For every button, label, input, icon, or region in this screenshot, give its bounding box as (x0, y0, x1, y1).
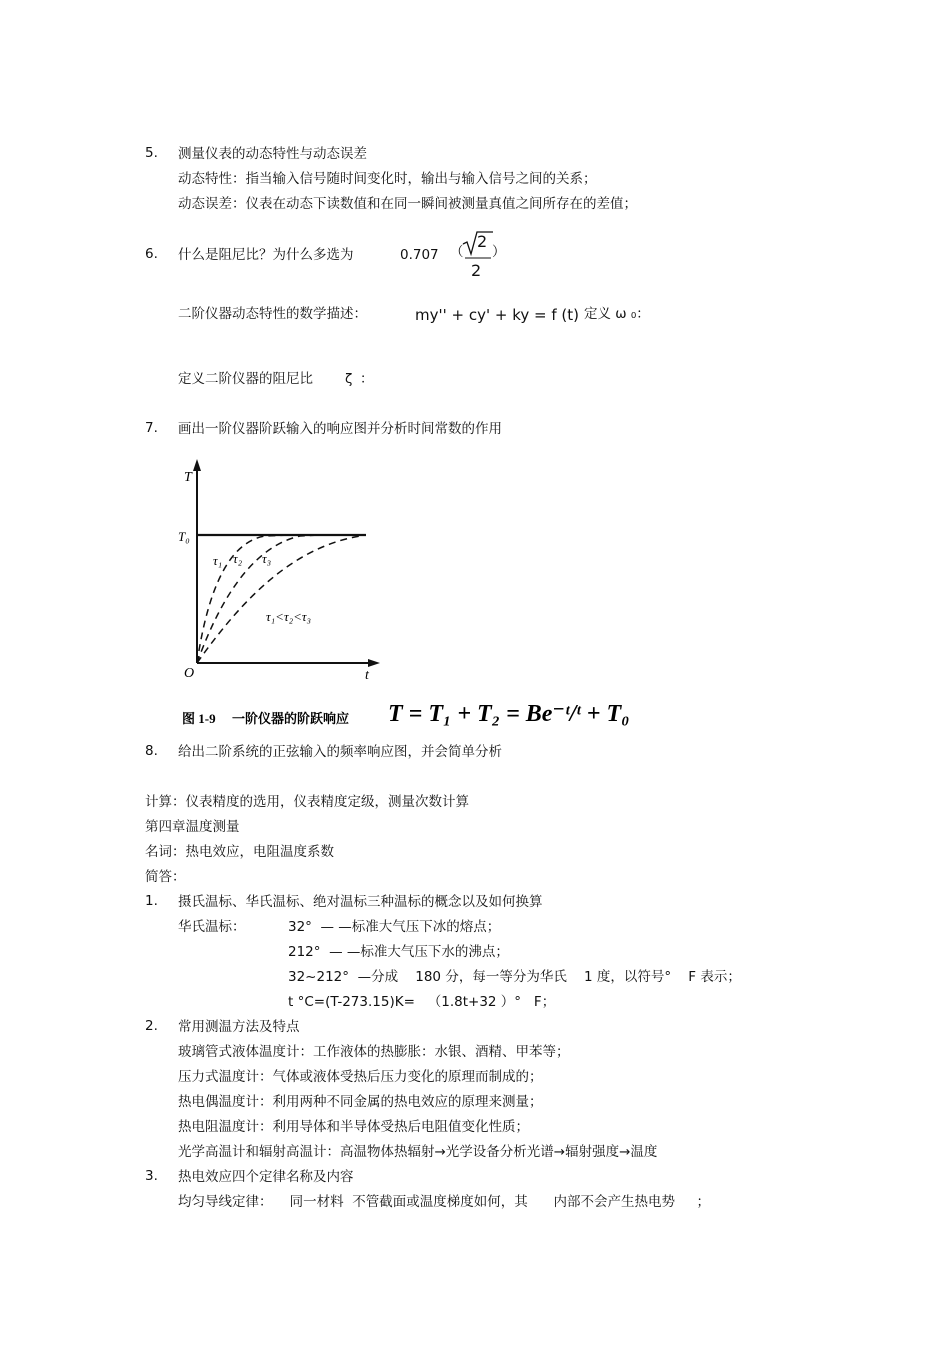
curve-label-tau1: τ₁ (213, 553, 223, 568)
fahrenheit-label: 华氏温标： (178, 919, 246, 935)
q6-equation: my'' + cy' + ky = f (t) (415, 306, 579, 324)
fahrenheit-row-3: 32~212° —分成 180 分，每一等分为华氏 1 度，以符号° F 表示； (288, 969, 741, 985)
s1-number: 1. (145, 893, 158, 909)
s1-title: 摄氏温标、华氏温标、绝对温标三种温标的概念以及如何换算 (178, 894, 543, 910)
s2-item-3: 热电偶温度计：利用两种不同金属的热电效应的原理来测量； (178, 1094, 543, 1110)
q6-title: 什么是阻尼比？为什么多选为 (178, 247, 354, 263)
curve-label-tau2: τ₂ (233, 551, 243, 566)
curve-tau1 (197, 535, 290, 663)
s2-item-2: 压力式温度计：气体或液体受热后压力变化的原理而制成的； (178, 1069, 543, 1085)
s2-item-1: 玻璃管式液体温度计：工作液体的热膨胀：水银、酒精、甲苯等； (178, 1044, 570, 1060)
fahrenheit-row-4: t °C=(T-273.15)K= （1.8t+32 ）° F； (288, 994, 556, 1010)
q7-number: 7. (145, 420, 158, 436)
q6-zeta-colon: ： (360, 371, 374, 387)
s3-number: 3. (145, 1168, 158, 1184)
s2-item-4: 热电阻温度计：利用导体和半导体受热后电阻值变化性质； (178, 1119, 529, 1135)
s2-item-5: 光学高温计和辐射高温计：高温物体热辐射→光学设备分析光谱→辐射强度→温度 (178, 1144, 658, 1160)
q6-desc-label: 二阶仪器动态特性的数学描述： (178, 306, 367, 322)
sqrt-arg: 2 (477, 232, 488, 251)
fahrenheit-row-1: 32° — —标准大气压下冰的熔点； (288, 919, 501, 935)
short-answer-heading: 简答： (145, 869, 186, 885)
s2-title: 常用测温方法及特点 (178, 1019, 300, 1035)
q6-omega-label: 定义 ω ₀： (584, 306, 650, 322)
y-axis-label: T (184, 470, 192, 485)
curve-label-tau3: τ₃ (262, 551, 272, 566)
q5-title: 测量仪表的动态特性与动态误差 (178, 146, 367, 162)
s3-line-1: 均匀导线定律： 同一材料 不管截面或温度梯度如何，其 内部不会产生热电势 ； (178, 1194, 710, 1210)
t0-label: T₀ (178, 529, 190, 544)
q6-zeta: ζ (345, 371, 353, 387)
step-response-figure (170, 455, 710, 735)
q5-line-2: 动态误差：仪表在动态下读数值和在同一瞬间被测量真值之间所存在的差值； (178, 196, 637, 212)
tau-relation: τ₁<τ₂<τ₃ (266, 609, 312, 624)
figure-caption: 一阶仪器的阶跃响应 (232, 711, 350, 726)
q7-title: 画出一阶仪器阶跃输入的响应图并分析时间常数的作用 (178, 421, 502, 437)
q6-paren-close: ） (492, 244, 506, 260)
figure-number: 图 1-9 (182, 711, 216, 726)
s3-title: 热电效应四个定律名称及内容 (178, 1169, 354, 1185)
q5-number: 5. (145, 145, 158, 161)
q6-number: 6. (145, 246, 158, 262)
q6-damping-label: 定义二阶仪器的阻尼比 (178, 371, 313, 387)
q8-number: 8. (145, 743, 158, 759)
q5-line-1: 动态特性：指当输入信号随时间变化时，输出与输入信号之间的关系； (178, 171, 597, 187)
figure-formula: T = T₁ + T₂ = Be⁻ᵗ/ᵗ + T₀ (388, 701, 630, 727)
origin-label: O (184, 666, 195, 681)
calc-line: 计算：仪表精度的选用，仪表精度定级，测量次数计算 (145, 794, 469, 810)
chapter-4-title: 第四章温度测量 (145, 819, 240, 835)
q6-value: 0.707 (400, 247, 439, 263)
y-axis-arrow (193, 459, 201, 471)
fahrenheit-row-2: 212° — —标准大气压下水的沸点； (288, 944, 509, 960)
x-axis-arrow (368, 659, 380, 667)
fraction-denominator: 2 (471, 261, 482, 280)
s2-number: 2. (145, 1018, 158, 1034)
terms-line: 名词：热电效应，电阻温度系数 (145, 844, 334, 860)
q8-title: 给出二阶系统的正弦输入的频率响应图，并会简单分析 (178, 744, 502, 760)
x-axis-label: t (365, 668, 369, 683)
q6-paren-open: （ (450, 244, 464, 260)
sqrt-fraction (462, 230, 494, 282)
